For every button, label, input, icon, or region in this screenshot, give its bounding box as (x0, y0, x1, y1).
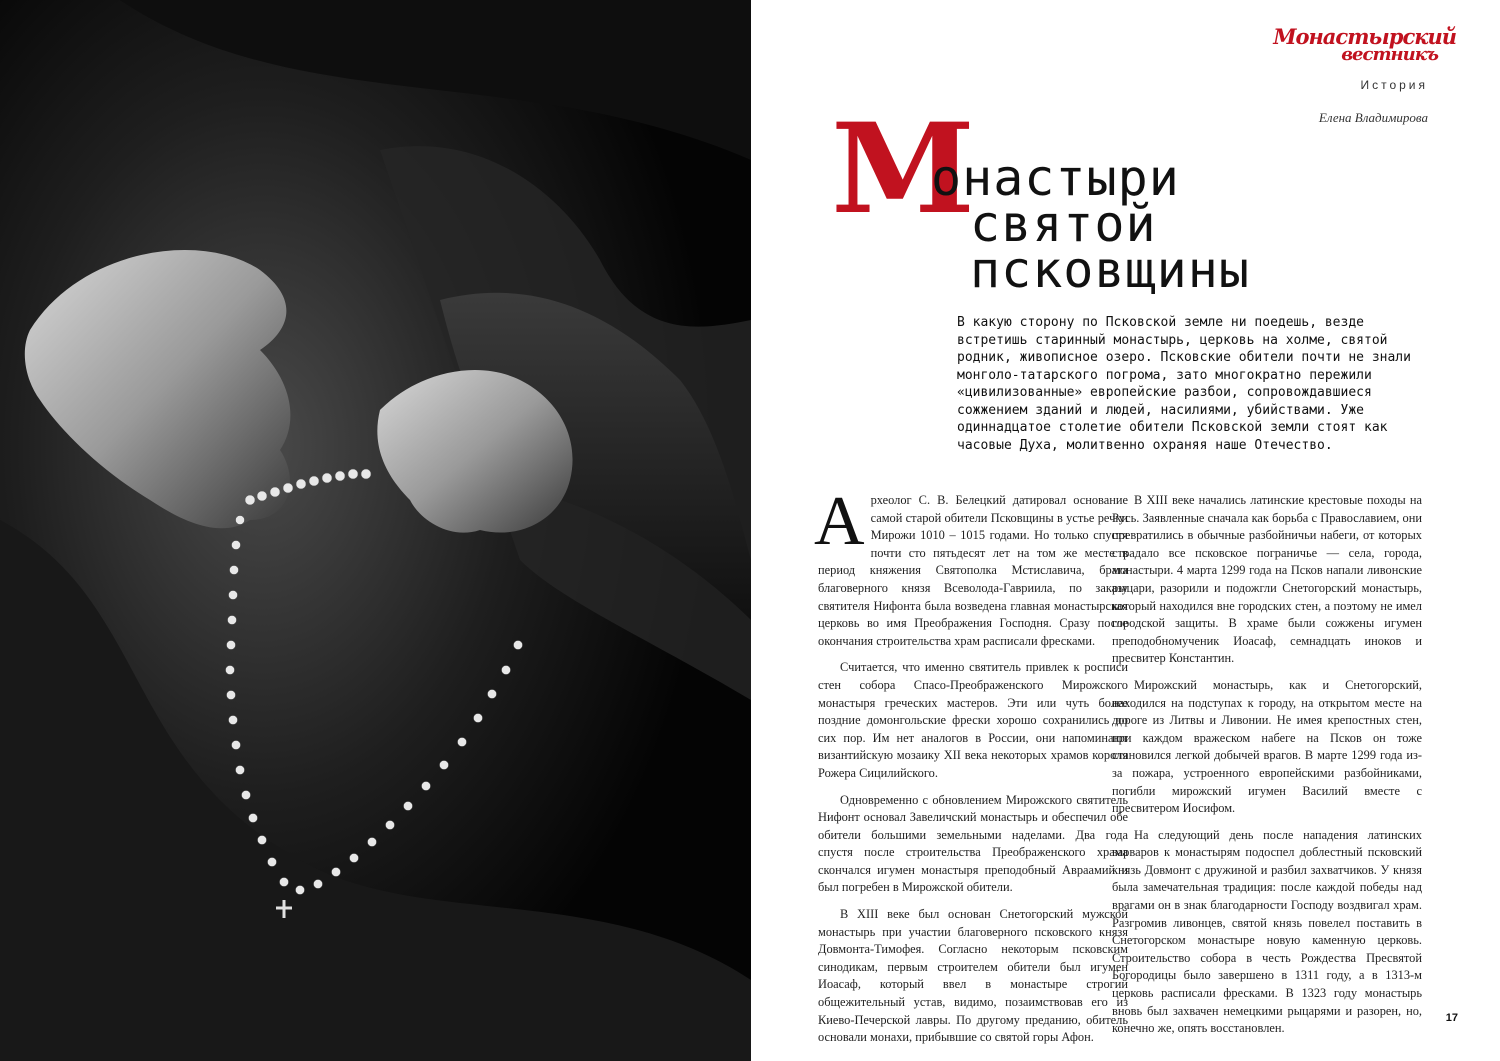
title-line-1: онастыри (931, 149, 1180, 207)
title-line-2: святой (970, 195, 1157, 253)
text-column-1 (814, 483, 1128, 1047)
paragraph: Мирожский монастырь, как и Снетогорский, находился на подступах к городу, на открытом месте на дороге из Литвы и Ливонии. Не имея крепостных стен, при каждом вражеском набеге на Псков он тоже становился легкой добычей врагов. В марте 1299 года из-за пожара, устроенного европейскими разбойниками, погибли мирожский игумен Василий вместе с пресвитером Иосифом. (1112, 677, 1422, 816)
paragraph-text: рхеолог С. В. Белецкий датировал основание самой старой обители Псковщины в устье речки Мирожи 1010 – 1015 годами. Но только спустя почти сто пятьдесят лет на том же месте в период княжения Святополка Мстиславича, брата благоверного князя Всеволода-Гавриила, по заказу святителя Нифонта была возведена главная монастырская церковь во имя Преображения Господня. Сразу после окончания строительства храм расписали фресками. (818, 493, 1128, 648)
article-title (831, 97, 1431, 308)
article-page (751, 0, 1500, 1061)
page-number: 17 (1445, 1012, 1458, 1024)
drop-cap: А (814, 483, 865, 560)
paragraph: Считается, что именно святитель привлек к росписи стен собора Спасо-Преображенского Мирожского монастыря греческих мастеров. Эти или чуть более поздние домонгольские фрески хорошо сохранились до сих пор. Им нет аналогов в России, они напоминают византийскую мозаику XII века некоторых храмов короля Рожера Сицилийского. (818, 660, 1128, 780)
title-line-3: псковщины (970, 241, 1250, 299)
author-name: Елена Владимирова (1318, 110, 1428, 125)
paragraph: На следующий день после нападения латинских варваров к монастырям подоспел доблестный псковский князь Довмонт с дружиной и разбил захватчиков. У князя была замечательная традиция: после каждой победы над врагами он в знак благодарности Господу воздвигал храм. Разгромив ливонцев, святой князь повелел поставить в Снетогорском монастыре новую каменную церковь. Строительство собора в честь Рождества Пресвятой Богородицы было завершено в 1311 году, а в 1313-м церковь расписали фресками. В 1323 году монастырь вновь был захвачен немецкими рыцарями и разорен, но, конечно же, опять восстановлен. (1112, 827, 1422, 1036)
title-initial: М (831, 97, 976, 242)
lead-text: В какую сторону по Псковской земле ни поедешь, везде встретишь старинный монастырь, церковь на холме, святой родник, живописное озеро. Псковские обители почти не знали монголо-татарского погрома, зато многократно пережили «цивилизованные» европейские разбои, сопровождавшиеся сожжением зданий и людей, насилиями, убийствами. Уже одиннадцатое столетие обители Псковской земли стоят как часовые Духа, молитвенно охраняя наше Отечество. (957, 315, 1411, 453)
paragraph (814, 483, 1128, 650)
paragraph: В XIII веке начались латинские крестовые походы на Русь. Заявленные сначала как борьба с Православием, они превратились в обычные разбойничьи набеги, от которых страдало все псковское пограничье — села, города, монастыри. 4 марта 1299 года на Псков напали ливонские рыцари, разорили и подожгли Снетогорский монастырь, который находился вне городских стен, а поэтому не имел городской защиты. В храме были сожжены игумен преподобномученик Иоасаф, семнадцать иноков и пресвитер Константин. (1112, 493, 1422, 666)
paragraph: Одновременно с обновлением Мирожского святитель Нифонт основал Завеличский монастырь и обеспечил обе обители большими земельными наделами. Два года спустя после строительства Преображенского храма скончался игумен монастыря преподобный Авраамий и был погребен в Мирожской обители. (818, 792, 1128, 895)
logo-line-2: вестникъ (1341, 44, 1438, 65)
lead-paragraph (957, 314, 1427, 454)
text-column-2 (1112, 492, 1422, 1038)
section-label: История (1360, 78, 1428, 92)
logo-line-1: Монастырский (1273, 24, 1456, 49)
paragraph: В XIII веке был основан Снетогорский мужской монастырь при участии благоверного псковского князя Довмонта-Тимофея. Согласно некоторым псковским синодикам, первым строителем обители был игумен Иоасаф, который ввел в монастыре строгий общежительный устав, видимо, позаимствовав его из Киево-Печерской лавры. По другому преданию, обитель основали монахи, прибывшие со святой горы Афон. (818, 907, 1128, 1045)
magazine-logo (1273, 24, 1456, 65)
